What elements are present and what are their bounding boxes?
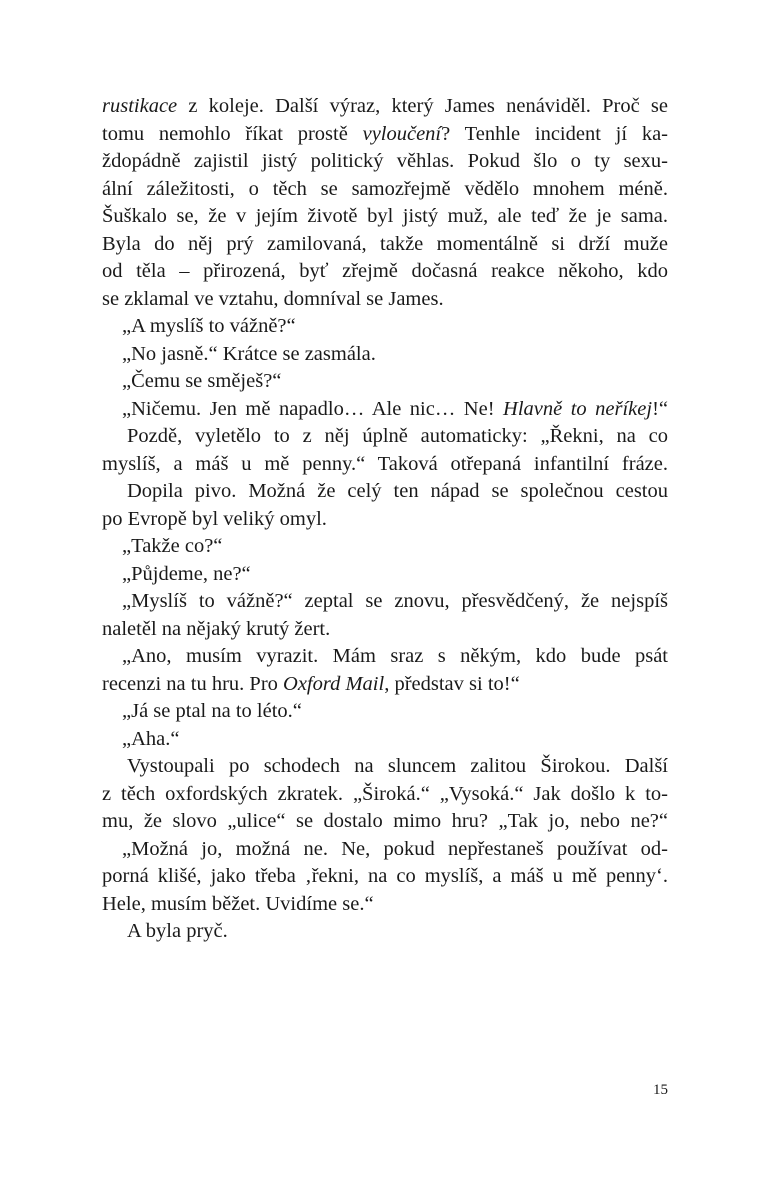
text-segment: Dopila pivo. Možná že celý ten nápad se společnou cestou: [127, 480, 668, 502]
text-segment: tomu nemohlo říkat prostě: [102, 122, 363, 145]
text-line: [102, 176, 668, 204]
text-segment: „Půjdeme, ne?“: [122, 562, 251, 585]
text-segment: „Čemu se směješ?“: [122, 370, 282, 392]
italic-text: Oxford Mail: [283, 672, 385, 695]
text-line: [102, 93, 668, 121]
text-line: [102, 286, 668, 314]
text-segment: Šuškalo se, že v jejím životě byl jistý muž, ale teď že je sama.: [102, 205, 668, 227]
text-line: [102, 121, 668, 149]
body-text: [102, 93, 668, 946]
text-segment: Hele, musím běžet. Uvidíme se.“: [102, 892, 374, 915]
text-line: [102, 341, 668, 369]
text-segment: „Možná jo, možná ne. Ne, pokud nepřestaneš používat od-: [122, 837, 668, 860]
text-line: [102, 148, 668, 176]
text-line: [102, 671, 668, 699]
text-segment: ždopádně zajistil jistý politický věhlas. Pokud šlo o ty sexu-: [102, 150, 668, 172]
text-line: [102, 396, 668, 424]
text-segment: ? Tenhle incident jí ka-: [441, 122, 668, 145]
text-segment: se zklamal ve vztahu, domníval se James.: [102, 287, 444, 310]
text-line: [102, 836, 668, 864]
text-line: [102, 561, 668, 589]
text-line: [102, 258, 668, 286]
italic-text: vyloučení: [362, 122, 442, 145]
text-line: [102, 781, 668, 809]
text-line: [102, 616, 668, 644]
text-line: [102, 313, 668, 341]
text-line: [102, 918, 668, 946]
text-segment: „Takže co?“: [122, 535, 223, 557]
italic-text: Hlavně to neříkej: [503, 397, 653, 420]
text-segment: Byla do něj prý zamilovaná, takže momentálně si drží muže: [102, 232, 668, 255]
text-segment: , představ si to!“: [384, 672, 520, 695]
text-segment: „Aha.“: [122, 727, 180, 750]
text-line: [102, 753, 668, 781]
text-line: [102, 891, 668, 919]
text-line: [102, 506, 668, 534]
text-segment: „Myslíš to vážně?“ zeptal se znovu, přesvědčený, že nejspíš: [122, 590, 668, 612]
text-line: [102, 643, 668, 671]
text-segment: Vystoupali po schodech na sluncem zalitou Širokou. Další: [127, 755, 668, 777]
italic-text: rustikace: [102, 95, 178, 117]
text-segment: z těch oxfordských zkratek. „Široká.“ „Vysoká.“ Jak došlo k to-: [102, 782, 668, 805]
text-line: [102, 203, 668, 231]
text-line: [102, 726, 668, 754]
text-segment: „A myslíš to vážně?“: [122, 315, 296, 337]
text-segment: myslíš, a máš u mě penny.“ Taková otřepaná infantilní fráze.: [102, 452, 668, 475]
text-segment: mu, že slovo „ulice“ se dostalo mimo hru? „Tak jo, nebo ne?“: [102, 810, 668, 832]
text-segment: „Ničemu. Jen mě napadlo… Ale nic… Ne!: [122, 397, 504, 420]
text-line: [102, 863, 668, 891]
text-line: [102, 808, 668, 836]
text-segment: od těla – přirozená, byť zřejmě dočasná reakce někoho, kdo: [102, 260, 668, 282]
text-segment: recenzi na tu hru. Pro: [102, 672, 284, 695]
text-line: [102, 478, 668, 506]
text-segment: po Evropě byl veliký omyl.: [102, 507, 327, 530]
text-segment: Pozdě, vyletělo to z něj úplně automaticky: „Řekni, na co: [127, 425, 668, 447]
text-segment: „No jasně.“ Krátce se zasmála.: [122, 342, 376, 365]
text-segment: ální záležitosti, o těch se samozřejmě vědělo mnohem méně.: [102, 177, 668, 200]
text-line: [102, 698, 668, 726]
page-number: 15: [653, 1082, 668, 1098]
text-line: [102, 231, 668, 259]
text-line: [102, 368, 668, 396]
text-segment: !“: [652, 397, 668, 420]
text-segment: z koleje. Další výraz, který James nenáviděl. Proč se: [177, 95, 668, 117]
text-segment: A byla pryč.: [127, 920, 228, 942]
text-line: [102, 588, 668, 616]
text-segment: porná klišé, jako třeba ‚řekni, na co myslíš, a máš u mě penny‘.: [102, 865, 668, 887]
text-segment: naletěl na nějaký krutý žert.: [102, 617, 331, 640]
text-line: [102, 451, 668, 479]
text-segment: „Já se ptal na to léto.“: [122, 700, 302, 722]
text-line: [102, 533, 668, 561]
text-segment: „Ano, musím vyrazit. Mám sraz s někým, kdo bude psát: [122, 645, 668, 667]
text-line: [102, 423, 668, 451]
